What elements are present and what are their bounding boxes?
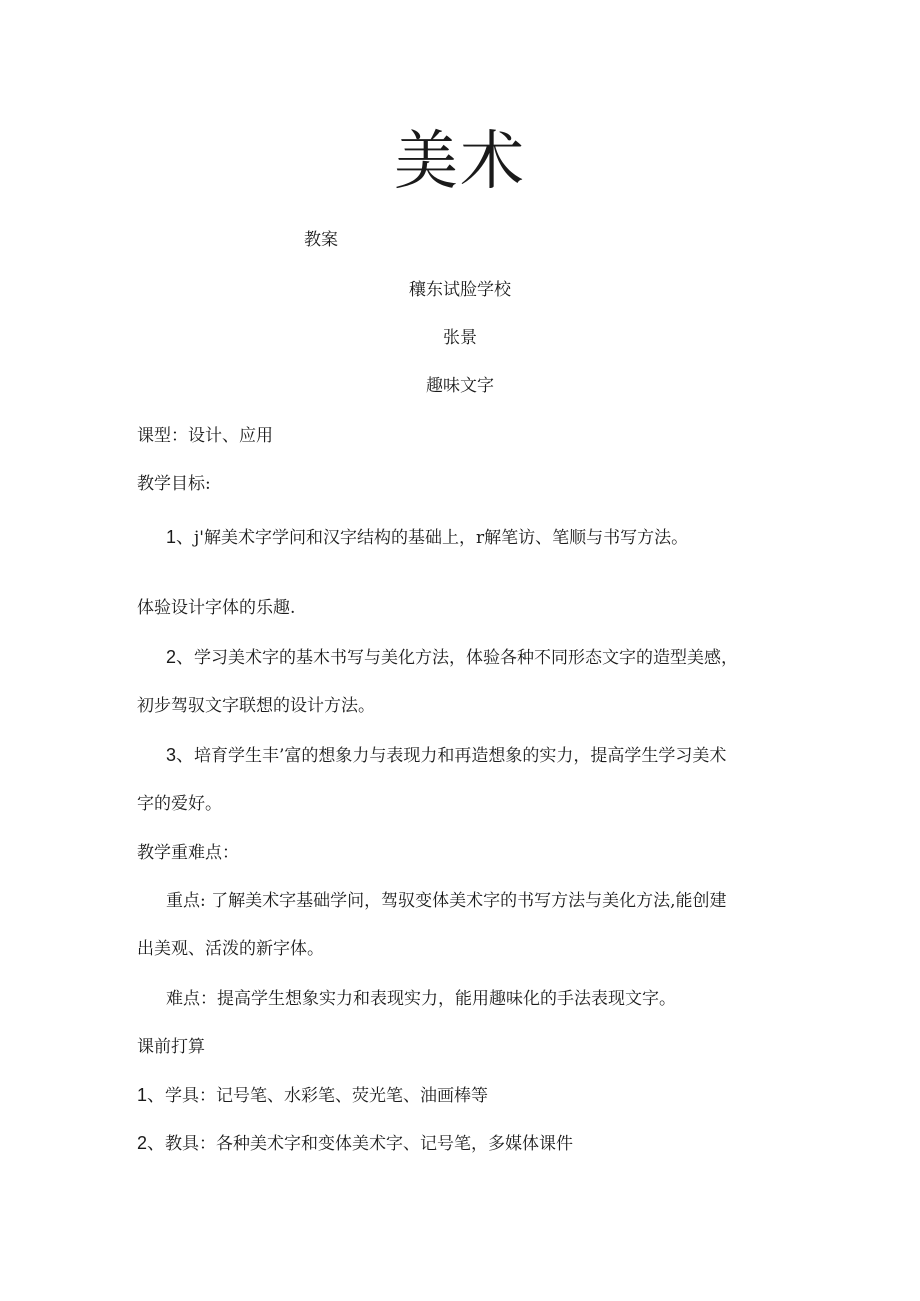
objective-text: j'解美术字学问和汉字结构的基础上，r解笔访、笔顺与书写方法。 [194, 528, 689, 548]
objective-text: 学习美术字的基木书写与美化方法，体验各种不同形态文字的造型美感， [194, 648, 739, 668]
objective-continuation: 初步驾驭文字联想的设计方法。 [137, 696, 375, 716]
objective-item [166, 645, 738, 670]
objective-item [166, 743, 726, 768]
preparation-text: 学具：记号笔、水彩笔、荧光笔、油画棒等 [165, 1086, 489, 1106]
objective-continuation: 体验设计字体的乐趣. [137, 598, 296, 618]
preparation-text: 教具：各种美术字和变体美术字、记号笔，多媒体课件 [165, 1134, 574, 1154]
preparation-item [137, 1083, 488, 1108]
objective-number: 1、 [166, 527, 195, 547]
objective-number: 3、 [166, 745, 195, 765]
preparation-number: 2、 [137, 1133, 166, 1153]
course-type: 课型：设计、应用 [137, 426, 273, 446]
key-points-heading: 教学重难点： [137, 843, 239, 863]
objectives-heading: 教学目标: [137, 474, 211, 494]
preparation-item [137, 1131, 573, 1156]
objective-text: 培育学生丰’富的想象力与表现力和再造想象的实力，提高学生学习美术 [194, 746, 727, 766]
subtitle: 教案 [304, 230, 338, 250]
school-name: 穰东试脸学校 [409, 280, 511, 300]
document-title: 美术 [394, 125, 526, 199]
key-point-continuation: 出美观、活泼的新字体。 [137, 939, 324, 959]
objective-continuation: 字的爱好。 [137, 794, 222, 814]
key-point-text: 重点: 了解美术字基础学问，驾驭变体美术字的书写方法与美化方法,能创建 [166, 891, 727, 911]
lesson-title: 趣味文字 [426, 376, 494, 396]
objective-item [166, 525, 688, 550]
preparation-heading: 课前打算 [137, 1037, 205, 1057]
preparation-number: 1、 [137, 1085, 166, 1105]
difficult-point-text: 难点：提高学生想象实力和表现实力，能用趣味化的手法表现文字。 [166, 989, 676, 1009]
author-name: 张景 [443, 328, 477, 348]
objective-number: 2、 [166, 647, 195, 667]
